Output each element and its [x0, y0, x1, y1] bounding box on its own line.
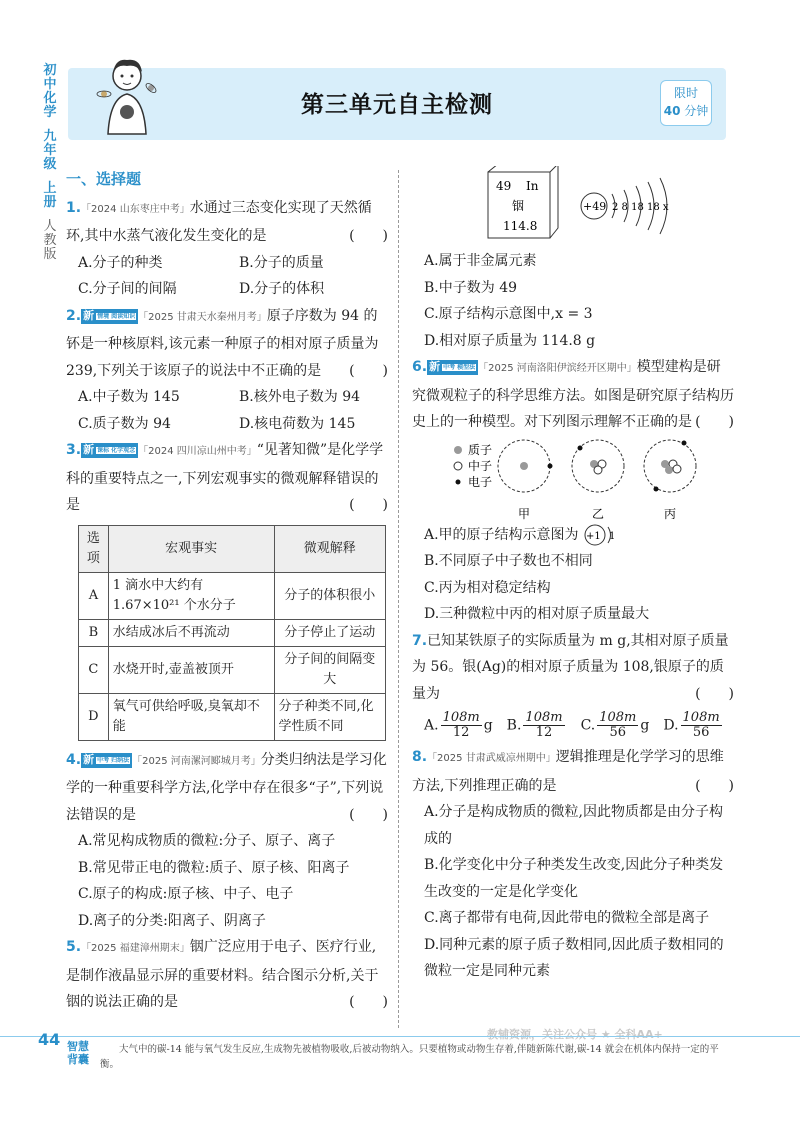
atom-jia — [498, 440, 553, 521]
legend-proton: 质子 — [468, 442, 493, 457]
footer-rule — [0, 1036, 800, 1037]
watermark: 教辅资源，关注公众号 ★ 全科AA+ — [487, 1028, 663, 1041]
table-header: 选项 — [79, 525, 109, 572]
indium-element-and-structure — [412, 166, 734, 246]
table-cell: 水烧开时,壶盖被顶开 — [108, 646, 274, 693]
atomic-structure-diagram — [581, 178, 669, 234]
sidebar-subject: 初 中 化 学 — [43, 63, 57, 120]
answer-paren: ( ) — [695, 685, 734, 702]
fraction-options — [412, 711, 734, 740]
column-divider — [398, 170, 399, 1028]
option-unit: g — [483, 717, 493, 734]
question-stem: 水通过三态变化实现了天然循环,其中水蒸气液化发生变化的是 — [66, 199, 372, 244]
fraction-denominator: 56 — [609, 725, 627, 740]
question-number: 7. — [412, 632, 428, 649]
badge-sub: 中考 模型法 — [443, 364, 476, 371]
table-header: 宏观事实 — [108, 525, 274, 572]
table-row — [79, 572, 386, 619]
option-d: D.离子的分类:阳离子、阴离子 — [78, 912, 266, 929]
left-column — [66, 166, 388, 1016]
sidebar-grade: 九 年 级 — [43, 129, 57, 172]
atom-models-svg — [412, 436, 734, 522]
question-source: 「2025 甘肃武威凉州期中」 — [427, 753, 556, 764]
label-bing: 丙 — [664, 506, 677, 521]
option-a — [424, 711, 493, 740]
option-c: C.质子数为 94 — [78, 415, 171, 432]
option-c: C.丙为相对稳定结构 — [424, 579, 551, 596]
page-header — [68, 68, 726, 140]
option-letter: D. — [663, 717, 679, 734]
legend-electron: 电子 — [468, 474, 493, 489]
option-c: C.原子的构成:原子核、中子、电子 — [78, 886, 294, 902]
sidebar-edition: 人 教 版 — [43, 219, 57, 262]
option-a — [412, 522, 734, 549]
element-cell — [488, 166, 558, 238]
table-cell: 分子的体积很小 — [274, 572, 386, 619]
table-cell: 分子种类不同,化学性质不同 — [274, 693, 386, 740]
answer-paren: ( ) — [349, 362, 388, 379]
option-b: B.中子数为 49 — [424, 279, 518, 296]
page-number: 44 — [38, 1030, 61, 1049]
answer-paren: ( ) — [349, 994, 388, 1010]
table-header: 微观解释 — [274, 525, 386, 572]
question-number: 5. — [66, 939, 82, 955]
badge-label: 新 — [83, 443, 95, 456]
option-d — [663, 711, 723, 740]
element-name: 铟 — [512, 199, 525, 213]
option-letter: B. — [506, 717, 522, 734]
option-c: C.分子间的间隔 — [78, 281, 177, 297]
option-a-structure-diagram — [583, 523, 617, 547]
explanation-table — [78, 525, 386, 741]
question-6 — [412, 354, 734, 628]
fraction-numerator: 108m — [682, 710, 720, 725]
option-d: D.核电荷数为 145 — [239, 415, 356, 432]
option-c — [581, 711, 650, 740]
question-source: 「2025 福建漳州期末」 — [81, 943, 190, 954]
option-a: A.属于非金属元素 — [424, 253, 537, 269]
table-cell: C — [79, 646, 109, 693]
table-cell: 分子停止了运动 — [274, 619, 386, 646]
badge-label: 新 — [83, 752, 95, 766]
option-b: B.分子的质量 — [239, 254, 324, 271]
option-b: B.不同原子中子数也不相同 — [424, 553, 593, 569]
option-b: B.常见带正电的微粒:质子、原子核、阳离子 — [78, 859, 350, 876]
time-limit-badge — [660, 80, 712, 126]
question-source: 「2024 山东枣庄中考」 — [81, 203, 190, 215]
option-letter: A. — [424, 717, 439, 734]
option-a-text: A.甲的原子结构示意图为 — [424, 526, 579, 543]
element-symbol: In — [526, 179, 539, 193]
answer-paren: ( ) — [695, 777, 734, 794]
new-badge — [427, 360, 478, 375]
legend-neutron: 中子 — [468, 458, 493, 473]
option-c: C.原子结构示意图中,x = 3 — [424, 306, 593, 322]
option-a: A.常见构成物质的微粒:分子、原子、离子 — [78, 833, 336, 849]
question-3 — [66, 437, 388, 741]
tip-text: 大气中的碳-14 能与氧气发生反应,生成物先被植物吸收,后被动物纳入。只要植物或动物生存着,伴随新陈代谢,碳-14 就会在机体内保持一定的平衡。 — [100, 1044, 719, 1070]
option-b: B.核外电子数为 94 — [239, 389, 361, 405]
table-cell: 氧气可供给呼吸,臭氧却不能 — [108, 693, 274, 740]
question-source: 「2024 四川凉山州中考」 — [138, 446, 257, 457]
time-limit-unit: 分钟 — [684, 104, 709, 118]
question-7 — [412, 628, 734, 741]
answer-paren: ( ) — [349, 806, 388, 823]
option-a-shell: 1 — [609, 530, 616, 542]
option-d: D.同种元素的原子质子数相同,因此质子数相同的微粒一定是同种元素 — [424, 936, 724, 979]
question-number: 2. — [66, 307, 82, 324]
nucleus-charge: +49 — [583, 200, 607, 213]
option-d: D.三种微粒中丙的相对原子质量最大 — [424, 606, 650, 622]
element-number: 49 — [496, 179, 512, 193]
table-row — [79, 646, 386, 693]
table-cell: 水结成冰后不再流动 — [108, 619, 274, 646]
sidebar-term: 上 册 — [43, 181, 57, 210]
table-cell: B — [79, 619, 109, 646]
badge-sub: 情境 阅读知识 — [97, 312, 136, 320]
label-yi: 乙 — [592, 506, 605, 521]
badge-label: 新 — [429, 360, 441, 373]
question-stem: 原子序数为 94 的钚是一种核原料,该元素一种原子的相对原子质量为 239,下列关于该原子的说法中不正确的是 — [66, 307, 379, 379]
question-source: 「2025 河南漯河郾城月考」 — [132, 755, 261, 767]
question-stem: “见著知微”是化学学科的重要特点之一,下列宏观事实的微观解释错误的是 — [66, 442, 384, 513]
fraction-denominator: 12 — [535, 725, 553, 740]
atom-bing — [644, 440, 696, 521]
option-d: D.相对原子质量为 114.8 g — [424, 332, 596, 349]
fraction-numerator: 108m — [525, 710, 563, 725]
question-4 — [66, 747, 388, 935]
scientist-mascot-illustration — [96, 54, 158, 136]
option-b — [507, 711, 567, 740]
question-2 — [66, 303, 388, 438]
option-b: B.化学变化中分子种类发生改变,因此分子种类发生改变的一定是化学变化 — [424, 857, 724, 900]
table-cell: 1 滴水中大约有 1.67×10²¹ 个水分子 — [108, 572, 274, 619]
atom-model-figure — [412, 436, 734, 522]
sidebar — [38, 64, 62, 272]
question-source: 「2025 河南洛阳伊滨经开区期中」 — [478, 363, 637, 374]
badge-sub: 中考 归纳法 — [97, 756, 130, 764]
time-limit-value: 40 — [663, 104, 681, 118]
question-number: 6. — [412, 359, 428, 375]
fraction-denominator: 12 — [452, 725, 470, 740]
answer-paren: ( ) — [695, 414, 734, 430]
fraction-denominator: 56 — [692, 725, 710, 740]
electron-shells: 2 8 18 18 x — [612, 202, 669, 213]
option-a: A.中子数为 145 — [78, 389, 180, 405]
table-row — [79, 693, 386, 740]
fraction-numerator: 108m — [599, 710, 637, 725]
label-jia: 甲 — [518, 506, 531, 521]
option-a: A.分子是构成物质的微粒,因此物质都是由分子构成的 — [424, 804, 724, 847]
table-cell: D — [79, 693, 109, 740]
badge-label: 新 — [83, 308, 95, 322]
fraction-numerator: 108m — [442, 710, 480, 725]
page-title: 第三单元自主检测 — [301, 92, 493, 118]
question-5 — [66, 934, 388, 1016]
tip-label: 智慧背囊 — [67, 1040, 89, 1066]
question-stem: 已知某铁原子的实际质量为 m g,其相对原子质量为 56。银(Ag)的相对原子质量为 108,银原子的质量为 — [412, 632, 729, 702]
new-badge — [81, 753, 132, 768]
option-unit: g — [640, 717, 650, 734]
question-1 — [66, 195, 388, 303]
question-number: 4. — [66, 751, 82, 768]
option-d: D.分子的体积 — [239, 281, 325, 297]
time-limit-label: 限时 — [673, 86, 698, 100]
section-title: 一、选择题 — [66, 170, 142, 188]
option-c: C.离子都带有电荷,因此带电的微粒全部是离子 — [424, 910, 710, 926]
option-a-nucleus: +1 — [586, 530, 601, 542]
question-source: 「2025 甘肃天水秦州月考」 — [138, 311, 267, 323]
question-stem: 模型建构是研究微观粒子的科学思维方法。如图是研究原子结构历史上的一种模型。对下列图示理解不正确的是 — [412, 359, 734, 430]
atom-yi — [572, 440, 624, 521]
right-column — [412, 166, 734, 985]
new-badge — [81, 443, 138, 458]
new-badge — [81, 309, 138, 324]
table-cell: 分子间的间隔变大 — [274, 646, 386, 693]
badge-sub: 课标 化学观念 — [97, 447, 136, 454]
table-row — [79, 619, 386, 646]
question-stem: 分类归纳法是学习化学的一种重要科学方法,化学中存在很多“子”,下列说法错误的是 — [66, 751, 387, 823]
answer-paren: ( ) — [349, 228, 388, 244]
option-a: A.分子的种类 — [78, 254, 163, 271]
question-number: 8. — [412, 749, 428, 765]
answer-paren: ( ) — [349, 497, 388, 513]
indium-figure — [412, 166, 734, 248]
question-stem: 铟广泛应用于电子、医疗行业,是制作液晶显示屏的重要材料。结合图示分析,关于铟的说法正确的是 — [66, 939, 379, 1010]
element-mass: 114.8 — [503, 219, 538, 233]
question-8 — [412, 744, 734, 985]
table-cell: A — [79, 572, 109, 619]
option-letter: C. — [580, 717, 596, 734]
question-stem: 逻辑推理是化学学习的思维方法,下列推理正确的是 — [412, 749, 724, 794]
question-number: 1. — [66, 199, 82, 216]
question-number: 3. — [66, 442, 82, 458]
